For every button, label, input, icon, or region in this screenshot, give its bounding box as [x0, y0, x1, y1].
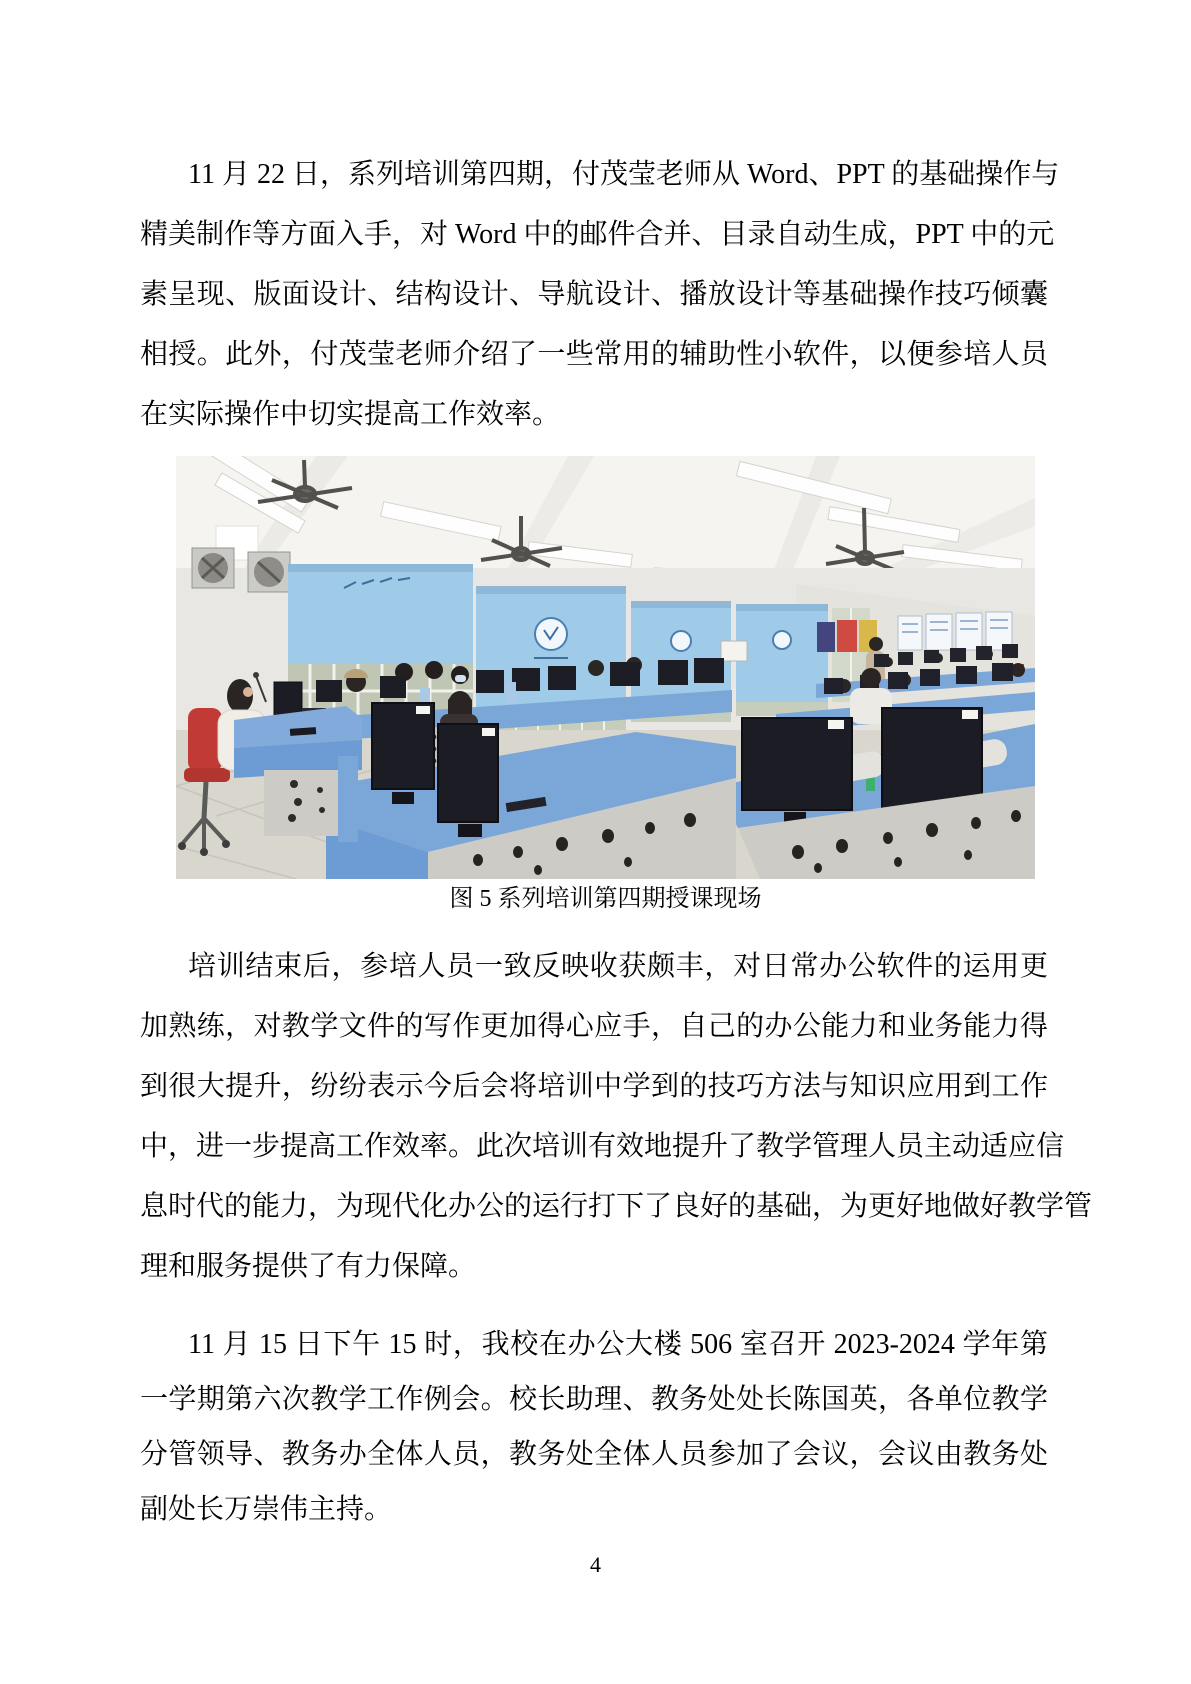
text-line: 到很大提升，纷纷表示今后会将培训中学到的技巧方法与知识应用到工作 — [140, 1071, 1048, 1102]
classroom-photo — [176, 456, 1035, 879]
text-line: 11 月 22 日，系列培训第四期，付茂莹老师从 Word、PPT 的基础操作与 — [188, 159, 1060, 190]
text-line: 在实际操作中切实提高工作效率。 — [140, 399, 561, 430]
paragraph-3 — [140, 1317, 1048, 1537]
page-number: 4 — [590, 1552, 601, 1577]
classroom-photo-illustration — [176, 456, 1035, 879]
text-line: 11 月 15 日下午 15 时，我校在办公大楼 506 室召开 2023-2024 学年第 — [188, 1329, 1048, 1360]
text-line: 素呈现、版面设计、结构设计、导航设计、播放设计等基础操作技巧倾囊 — [140, 279, 1048, 310]
paragraph-2 — [140, 937, 1093, 1297]
text-line: 精美制作等方面入手，对 Word 中的邮件合并、目录自动生成，PPT 中的元 — [140, 219, 1055, 250]
text-line: 一学期第六次教学工作例会。校长助理、教务处处长陈国英，各单位教学 — [140, 1384, 1048, 1415]
figure-5 — [176, 456, 1035, 919]
paragraph-1 — [140, 145, 1060, 445]
text-line: 息时代的能力，为现代化办公的运行打下了良好的基础，为更好地做好教学管 — [140, 1191, 1093, 1222]
figure-caption: 图 5 系列培训第四期授课现场 — [449, 886, 762, 912]
text-line: 分管领导、教务办全体人员，教务处全体人员参加了会议，会议由教务处 — [140, 1439, 1048, 1470]
body-text — [140, 145, 1093, 1537]
text-line: 相授。此外，付茂莹老师介绍了一些常用的辅助性小软件，以便参培人员 — [140, 339, 1048, 370]
text-line: 副处长万崇伟主持。 — [140, 1494, 393, 1525]
text-line: 加熟练，对教学文件的写作更加得心应手，自己的办公能力和业务能力得 — [140, 1011, 1048, 1042]
text-line: 培训结束后，参培人员一致反映收获颇丰，对日常办公软件的运用更 — [188, 951, 1048, 982]
text-line: 中，进一步提高工作效率。此次培训有效地提升了教学管理人员主动适应信 — [140, 1131, 1065, 1162]
text-line: 理和服务提供了有力保障。 — [140, 1251, 477, 1282]
